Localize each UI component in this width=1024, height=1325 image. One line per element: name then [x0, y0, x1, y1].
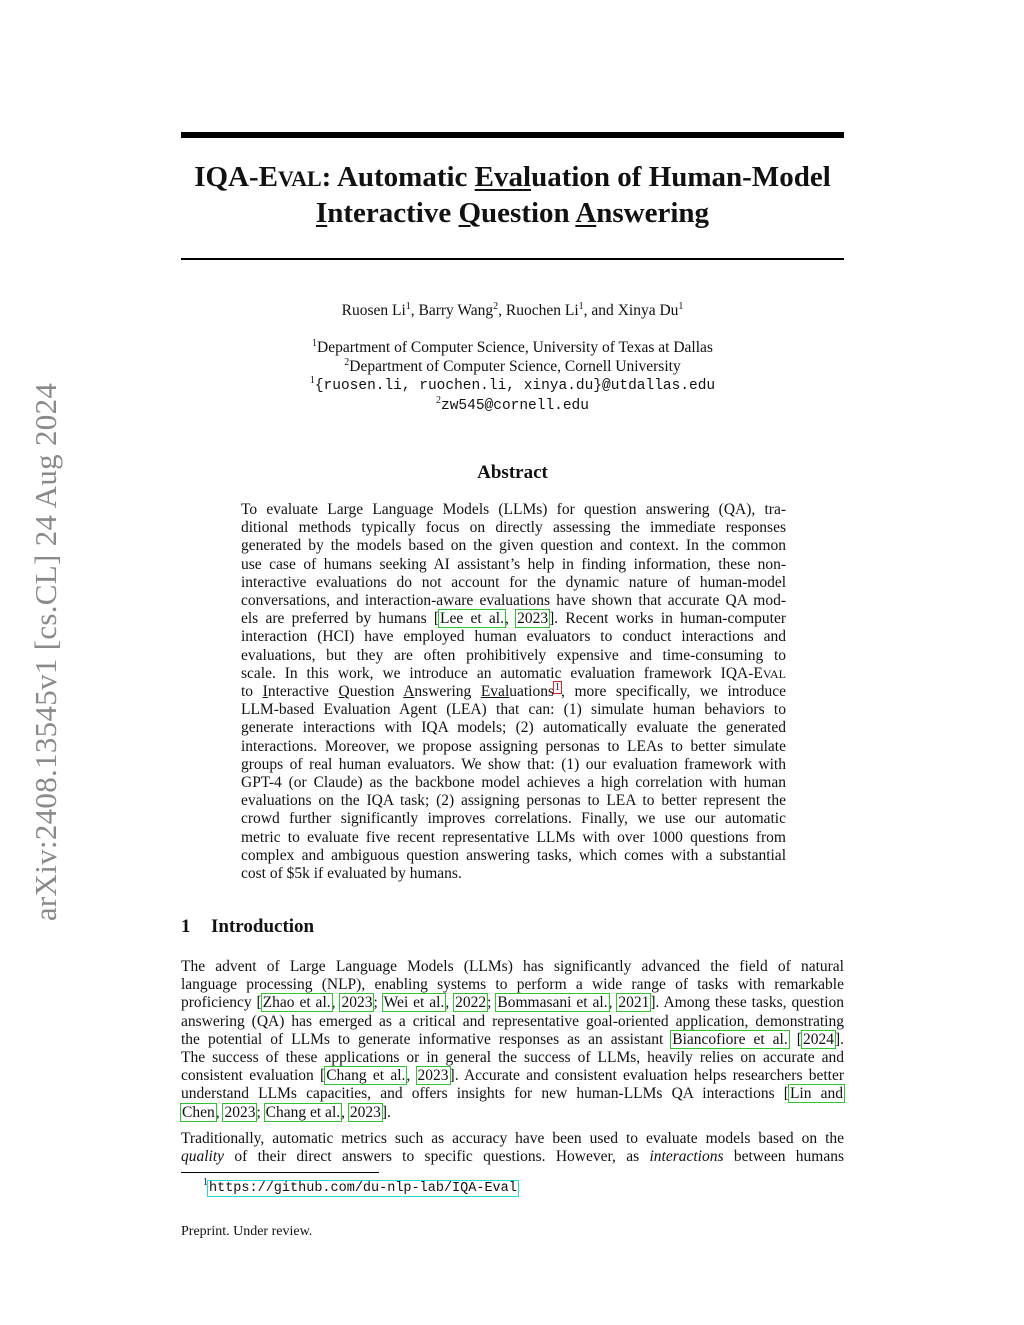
citation-link[interactable]: 2022 [455, 994, 487, 1012]
footnote-rule [181, 1172, 379, 1173]
email-line: $^2$zw545@cornell.edu [436, 394, 589, 414]
citation-link[interactable]: Zhao et al. [262, 994, 331, 1012]
abstract-heading: Abstract [477, 462, 548, 483]
abstract-body: To evaluate Large Language Models (LLMs) for question answering (QA), tra- ditional methods typically focus on directly assessing the immediate responses generated by the models based on the given question and context. In the common use case of humans seeking AI assistant’s help in finding information, these non- interactive evaluations do not account for the dynamic nature of human-model conversations, and interaction-aware evaluations have shown that accurate QA mod- els are preferred by humans [Lee et al., 2023]. Recent works in human-computer interaction (HCI) have employed human evaluators to conduct interactions and evaluations, but they are often prohibitively expensive and time-consuming to scale. In this work, we introduce an automatic evaluation framework IQA-EVAL to Interactive Question Answering Evaluations$^1$, more specifically, we introduce LLM-based Evaluation Agent (LEA) that can: (1) simulate human behaviors to generate interactions with IQA models; (2) automatically evaluate the generated interactions. Moreover, we propose assigning personas to LEAs to better simulate groups of real human evaluators. We show that: (1) our evaluation framework with GPT-4 (or Claude) as the backbone model achieves a high correlation with human evaluations on the IQA task; (2) assigning personas to LEA to better represent the crowd further significantly improves correlations. Finally, we use our automatic metric to evaluate five recent representative LLMs with over 1000 questions from complex and ambiguous question answering tasks, which comes with a substantial cost of $5k if evaluated by humans. [241, 501, 787, 883]
citation-link[interactable]: Lee et al. [440, 610, 504, 628]
affiliation-line: $^2$Department of Computer Science, Cornell University [344, 356, 681, 375]
author-name: Ruosen Li [341, 302, 406, 319]
citation-link[interactable]: Chen [182, 1103, 215, 1121]
title-top-rule [181, 132, 844, 138]
affiliations [181, 339, 844, 415]
title-bottom-rule [181, 258, 844, 260]
paragraph: Traditionally, automatic metrics such as accuracy have been used to evaluate models based on the quality of their direct answers to specific questions. However, as interactions between humans [181, 1129, 845, 1166]
citation-link[interactable]: 2023 [224, 1103, 256, 1121]
preprint-note: Preprint. Under review. [181, 1224, 313, 1239]
citation-link[interactable]: 2021 [618, 994, 650, 1012]
citation-link[interactable]: 2023 [517, 610, 549, 628]
citation-link[interactable]: 2023 [349, 1103, 381, 1121]
citation-link[interactable]: Chang et al. [265, 1103, 341, 1121]
author-name: Barry Wang [418, 302, 494, 319]
email-line: $^1${ruosen.li, ruochen.li, xinya.du}@utdallas.edu [309, 375, 716, 394]
citation-link[interactable]: 2023 [417, 1067, 449, 1085]
author-name: Xinya Du [617, 302, 679, 319]
introduction-body: The advent of Large Language Models (LLMs) has significantly advanced the field of natural language processing (NLP), enabling systems to perform a wide range of tasks with remarkable proficiency [Zhao et al., 2023; Wei et al., 2022; Bommasani et al., 2021]. Among these tasks, question answering (QA) has emerged as a critical and representative goal-oriented application, demonstrating the potential of LLMs to generate informative responses as an assistant Biancofiore et al. [2024]. The success of these applications or in general the success of LLMs, heavily relies on accurate and consistent evaluation [Chang et al., 2023]. Accurate and consistent evaluation helps researchers better understand LLMs capacities, and offers insights for new human-LLMs QA interactions [Lin and Chen, 2023; Chang et al., 2023]. Traditionally, automatic metrics such as accuracy have been used to evaluate models based on the quality of their direct answers to specific questions. However, as interactions between humans [181, 958, 845, 1166]
author-name: Ruochen Li [505, 302, 579, 319]
paper-title: IQA-EVAL: Automatic Evaluation of Human-Model Interactive Question Answering [194, 161, 831, 229]
arxiv-identifier: arXiv:2408.13545v1 [cs.CL] 24 Aug 2024 [28, 382, 63, 922]
affiliation-line: $^1$Department of Computer Science, University of Texas at Dallas [312, 338, 713, 356]
author-list: Ruosen Li$^1$, Barry Wang$^2$, Ruochen Li$^1$, and Xinya Du$^1$ [341, 301, 684, 319]
section-heading: 1 Introduction [181, 916, 315, 937]
citation-link[interactable]: Wei et al. [383, 994, 445, 1012]
citation-link[interactable]: Bommasani et al. [497, 994, 608, 1012]
citation-link[interactable]: 2024 [802, 1030, 834, 1048]
footnote-url-link[interactable]: https://github.com/du-nlp-lab/IQA-Eval [209, 1181, 517, 1196]
footnote-ref-link[interactable]: 1 [555, 682, 561, 694]
footnote: $^1$https://github.com/du-nlp-lab/IQA-Eval [203, 1177, 517, 1196]
citation-link[interactable]: 2023 [341, 994, 373, 1012]
citation-link[interactable]: Biancofiore et al. [672, 1030, 788, 1048]
citation-link[interactable]: Lin and [789, 1085, 843, 1103]
citation-link[interactable]: Chang et al. [326, 1067, 406, 1085]
